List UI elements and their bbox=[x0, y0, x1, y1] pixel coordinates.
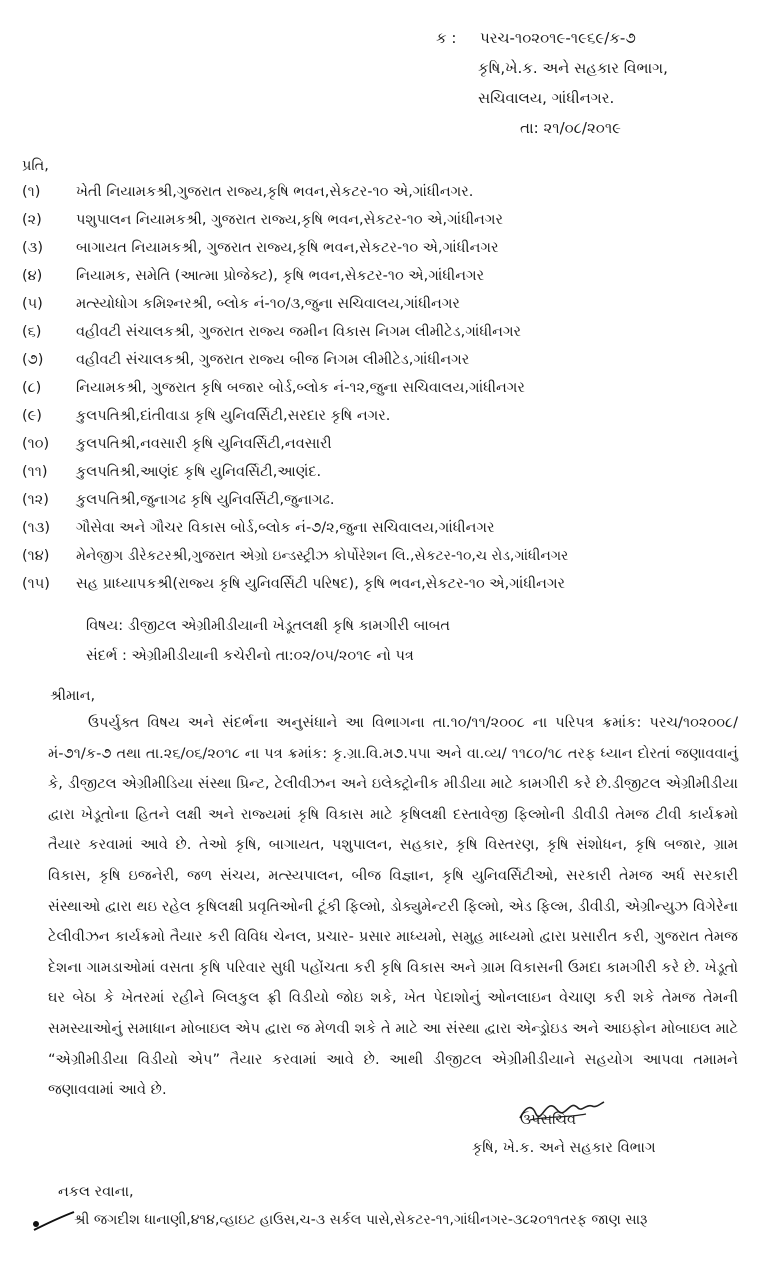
department-name: કૃષિ,ખે.ક. અને સહકાર વિભાગ, bbox=[478, 59, 668, 77]
to-label: પ્રતિ, bbox=[22, 158, 49, 174]
addressee-text: વહીવટી સંચાલકશ્રી, ગુજરાત રાજ્ય જમીન વિકાસ નિગમ લીમીટેડ,ગાંધીનગર bbox=[76, 324, 522, 340]
addressee-number: (૮) bbox=[22, 380, 42, 396]
addressee-number: (૧) bbox=[22, 184, 41, 200]
addressee-number: (૯) bbox=[22, 408, 42, 424]
addressee-text: મત્સ્યોધોગ કમિશ્નરશ્રી, બ્લોક નં-૧૦/૩,જુના સચિવાલય,ગાંધીનગર bbox=[76, 296, 460, 312]
addressee-text: ખેતી નિયામકશ્રી,ગુજરાત રાજ્ય,કૃષિ ભવન,સેકટર-૧૦ એ,ગાંધીનગર. bbox=[76, 184, 474, 200]
letter-date: તા: ૨૧/૦૮/૨૦૧૯ bbox=[520, 119, 622, 137]
reference-number: પરચ-૧૦૨૦૧૯-૧૯૬૯/ક-૭ bbox=[480, 29, 636, 47]
addressee-text: કુલપતિશ્રી,દાંતીવાડા કૃષિ યુનિવર્સિટી,સરદાર કૃષિ નગર. bbox=[76, 408, 391, 424]
subject-line: વિષય: ડીજીટલ એગ્રીમીડીયાની ખેડૂતલક્ષી કૃષિ કામગીરી બાબત bbox=[86, 618, 451, 634]
addressee-text: ગૌસેવા અને ગૌચર વિકાસ બોર્ડ,બ્લોક નં-૭/૨,જુના સચિવાલય,ગાંધીનગર bbox=[76, 520, 495, 536]
pen-mark bbox=[28, 1208, 78, 1234]
copy-to-label: નકલ રવાના, bbox=[58, 1184, 134, 1200]
addressee-text: સહ પ્રાધ્યાપકશ્રી(રાજ્ય કૃષિ યુનિવર્સિટી પરિષદ), કૃષિ ભવન,સેકટર-૧૦ એ,ગાંધીનગર bbox=[76, 576, 566, 592]
addressee-text: મેનેજીગ ડીરેકટરશ્રી,ગુજરાત એગ્રો ઇન્ડસ્ટ્રીઝ કોર્પોરેશન લિ.,સેકટર-૧૦,ચ રોડ,ગાંધીનગર bbox=[76, 548, 569, 564]
addressee-text: બાગાયત નિયામકશ્રી, ગુજરાત રાજ્ય,કૃષિ ભવન,સેકટર-૧૦ એ,ગાંધીનગર bbox=[76, 240, 499, 256]
addressee-number: (૨) bbox=[22, 212, 42, 228]
addressee-text: નિયામક, સમેતિ (આત્મા પ્રોજેક્ટ), કૃષિ ભવન,સેકટર-૧૦ એ,ગાંધીનગર bbox=[76, 268, 485, 284]
addressee-number: (૧૦) bbox=[22, 436, 50, 452]
addressee-number: (૪) bbox=[22, 268, 43, 284]
addressee-text: કુલપતિશ્રી,આણંદ કૃષિ યુનિવર્સિટી,આણંદ. bbox=[76, 464, 322, 480]
signatory-department: કૃષિ, ખે.ક. અને સહકાર વિભાગ bbox=[472, 1140, 656, 1156]
addressee-number: (૬) bbox=[22, 324, 42, 340]
addressee-number: (૧૧) bbox=[22, 464, 48, 480]
body-paragraph: ઉપર્યુક્ત વિષય અને સંદર્ભના અનુસંધાને આ વિભાગના તા.૧૦/૧૧/૨૦૦૮ ના પરિપત્ર ક્રમાંક: પરચ/૧૦૨૦૦૮/મં-૭૧/ક-૭ તથા તા.૨૬/૦૬/૨૦૧૮ ના પત્ર ક્રમાંક: કૃ.ગ્રા.વિ.મ૭.પ૫ા અને વા.વ્ય/ ૧૧૮૦/૧૮ તરફ ધ્યાન દોરતાં જણાવવાનું કે, ડીજીટલ એગ્રીમીડિયા સંસ્થા પ્રિન્ટ, ટેલીવીઝન અને ઇલેક્ટ્રોનીક મીડીયા માટે કામગીરી કરે છે.ડીજીટલ એગ્રીમીડીયા દ્વારા ખેડૂતોના હિતને લક્ષી અને રાજ્યમાં કૃષિ વિકાસ માટે કૃષિલક્ષી દસ્તાવેજી ફિલ્મોની ડીવીડી તેમજ ટીવી કાર્યક્રમો તૈયાર કરવામાં આવે છે. તેઓ કૃષિ, બાગાયત, પશુપાલન, સહકાર, કૃષિ વિસ્તરણ, કૃષિ સંશોધન, કૃષિ બજાર, ગ્રામ વિકાસ, કૃષિ ઇજનેરી, જળ સંચય, મત્સ્યપાલન, બીજ વિજ્ઞાન, કૃષિ યુનિવર્સિટીઓ, સરકારી તેમજ અર્ધ સરકારી સંસ્થાઓ દ્વારા થઇ રહેલ કૃષિલક્ષી પ્રવૃતિઓની ટૂંકી ફિલ્મો, ડોક્યુમેન્ટરી ફિલ્મો, એડ ફિલ્મ, ડીવીડી, એગ્રીન્યુઝ વિગેરેના ટેલીવીઝન કાર્યક્રમો તૈયાર કરી વિવિધ ચેનલ, પ્રચાર- પ્રસાર માધ્યમો, સમુહ માધ્યમો દ્વારા પ્રસારીત કરી, ગુજરાત તેમજ દેશના ગામડાઓમાં વસતા કૃષિ પરિવાર સુધી પહોંચતા કરી કૃષિ વિકાસ અને ગ્રામ વિકાસની ઉમદા કામગીરી કરે છે. ખેડૂતો ઘર બેઠા કે ખેતરમાં રહીને બિલકુલ ફ્રી વિડીયો જોઇ શકે, ખેત પેદાશોનું ઓનલાઇન વેચાણ કરી શકે તેમજ તેમની સમસ્યાઓનું સમાધાન મોબાઇલ એપ દ્વારા જ મેળવી શકે તે માટે આ સંસ્થા દ્વારા એન્ડ્રોઇડ અને આઇફોન મોબાઇલ માટે “એગ્રીમીડીયા વિડીયો એપ” તૈયાર કરવામાં આવે છે. આથી ડીજીટલ એગ્રીમીડીયાને સહયોગ આપવા તમામને જણાવવામાં આવે છે. bbox=[48, 714, 738, 1099]
addressee-text: કુલપતિશ્રી,જુનાગઢ કૃષિ યુનિવર્સિટી,જુનાગઢ. bbox=[76, 492, 335, 508]
signatory-designation: ઉપસચિવ bbox=[520, 1112, 577, 1128]
salutation: શ્રીમાન, bbox=[50, 688, 96, 704]
addressee-text: નિયામકશ્રી, ગુજરાત કૃષિ બજાર બોર્ડ,બ્લોક નં-૧૨,જુના સચિવાલય,ગાંધીનગર bbox=[76, 380, 525, 396]
addressee-number: (૩) bbox=[22, 240, 43, 256]
addressee-number: (૧૩) bbox=[22, 520, 51, 536]
addressee-text: પશુપાલન નિયામકશ્રી, ગુજરાત રાજ્ય,કૃષિ ભવન,સેકટર-૧૦ એ,ગાંધીનગર bbox=[76, 212, 503, 228]
addressee-text: કુલપતિશ્રી,નવસારી કૃષિ યુનિવર્સિટી,નવસારી bbox=[76, 436, 332, 452]
addressee-text: વહીવટી સંચાલકશ્રી, ગુજરાત રાજ્ય બીજ નિગમ લીમીટેડ,ગાંધીનગર bbox=[76, 352, 470, 368]
addressee-number: (૭) bbox=[22, 352, 44, 368]
addressee-number: (૧૫) bbox=[22, 576, 50, 592]
ref-prefix: ક : bbox=[436, 29, 457, 47]
addressee-number: (૫) bbox=[22, 296, 43, 312]
copy-to-entry: શ્રી જગદીશ ધાનાણી,૪૧૪,વ્હાઇટ હાઉસ,ચ-૩ સર્કલ પાસે,સેકટર-૧૧,ગાંધીનગર-૩૮૨૦૧૧તરફ જાણ સારૂ bbox=[74, 1212, 648, 1228]
addressee-number: (૧૪) bbox=[22, 548, 50, 564]
addressee-number: (૧૨) bbox=[22, 492, 49, 508]
reference-line: સંદર્ભ : એગ્રીમીડીયાની કચેરીનો તા:૦૨/૦૫/૨૦૧૯ નો પત્ર bbox=[86, 648, 414, 664]
office-address: સચિવાલય, ગાંધીનગર. bbox=[478, 89, 615, 107]
